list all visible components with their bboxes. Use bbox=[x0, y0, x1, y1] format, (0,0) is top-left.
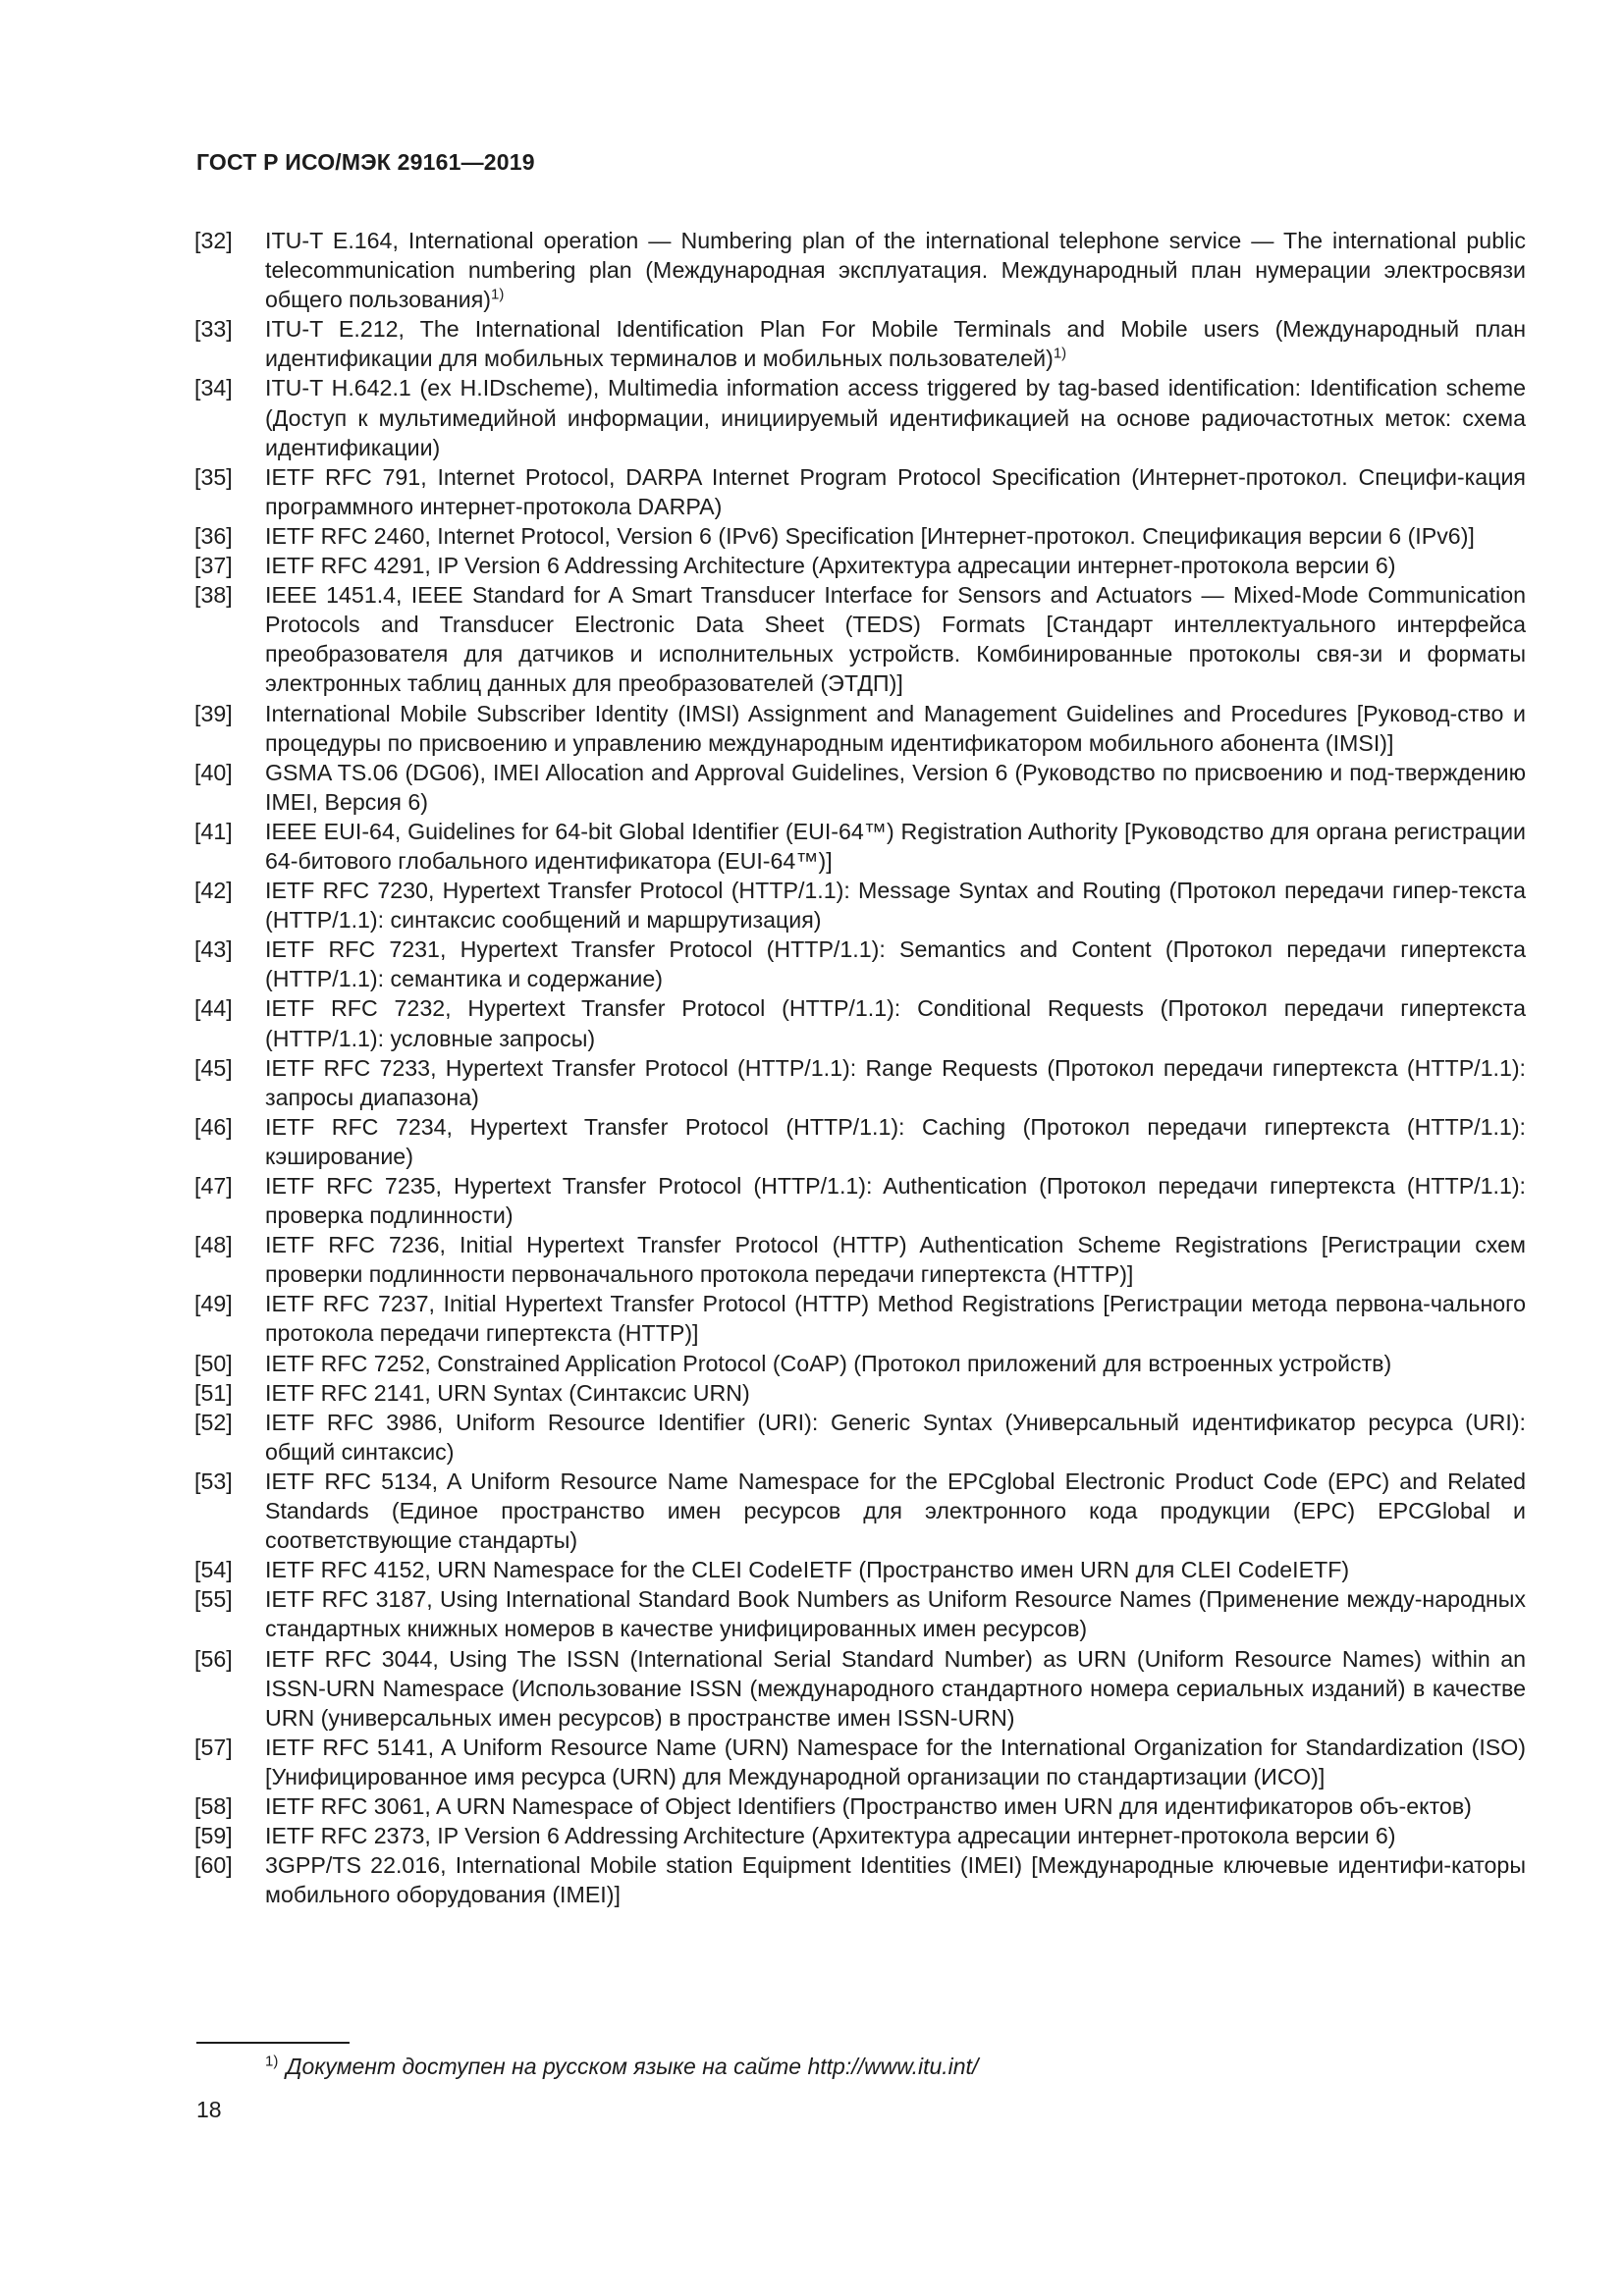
reference-body: 3GPP/TS 22.016, International Mobile station Equipment Identities (IMEI) [Международные ключевые идентифи-каторы мобильного оборудования (IMEI)] bbox=[265, 1852, 1526, 1908]
reference-number: [50] bbox=[194, 1350, 233, 1376]
reference-body: IETF RFC 791, Internet Protocol, DARPA Internet Program Protocol Specification (Интернет-протокол. Специфи-кация программного интернет-протокола DARPA) bbox=[265, 463, 1526, 519]
reference-body: GSMA TS.06 (DG06), IMEI Allocation and Approval Guidelines, Version 6 (Руководство по присвоению и под-тверждению IMEI, Версия 6) bbox=[265, 759, 1526, 815]
reference-text bbox=[265, 1378, 1526, 1408]
reference-number: [51] bbox=[194, 1379, 233, 1406]
reference-text bbox=[265, 1644, 1526, 1733]
reference-list bbox=[194, 226, 1526, 1909]
reference-entry bbox=[194, 521, 1526, 551]
reference-number: [54] bbox=[194, 1557, 233, 1583]
reference-number: [56] bbox=[194, 1645, 233, 1672]
page-number: 18 bbox=[196, 2097, 222, 2122]
reference-number: [52] bbox=[194, 1409, 233, 1435]
reference-body: IETF RFC 3187, Using International Standard Book Numbers as Uniform Resource Names (Применение между-народных стандартных книжных номеров в качестве унифицированных имен ресурсов) bbox=[265, 1586, 1526, 1642]
reference-body: IETF RFC 3061, A URN Namespace of Object Identifiers (Пространство имен URN для идентификаторов объ-ектов) bbox=[265, 1792, 1472, 1819]
reference-body: IETF RFC 7230, Hypertext Transfer Protocol (HTTP/1.1): Message Syntax and Routing (Протокол передачи гипер-текста (HTTP/1.1): синтаксис сообщений и маршрутизация) bbox=[265, 878, 1526, 934]
reference-body: IETF RFC 5141, A Uniform Resource Name (URN) Namespace for the International Organization for Standardization (ISO) [Унифицированное имя ресурса (URN) для Международной организации по стандартизации (ИСО)] bbox=[265, 1734, 1526, 1789]
reference-body: IETF RFC 2141, URN Syntax (Синтаксис URN) bbox=[265, 1379, 750, 1406]
reference-entry bbox=[194, 1053, 1526, 1112]
reference-number: [34] bbox=[194, 375, 233, 401]
footnote-text: Документ доступен на русском языке на сайте http://www.itu.int/ bbox=[286, 2054, 979, 2079]
reference-body: IETF RFC 7232, Hypertext Transfer Protocol (HTTP/1.1): Conditional Requests (Протокол передачи гипертекста (HTTP/1.1): условные запросы) bbox=[265, 995, 1526, 1051]
reference-body: ITU-T H.642.1 (ex H.IDscheme), Multimedia information access triggered by tag-based identification: Identification scheme (Доступ к мультимедийной информации, инициируемый идентификацией на основе радиочастотных меток: схема идентификации) bbox=[265, 375, 1526, 460]
reference-entry bbox=[194, 1289, 1526, 1348]
reference-body: IETF RFC 7252, Constrained Application Protocol (CoAP) (Протокол приложений для встроенных устройств) bbox=[265, 1350, 1392, 1376]
reference-text bbox=[265, 1555, 1526, 1584]
reference-text bbox=[265, 521, 1526, 551]
reference-entry bbox=[194, 1230, 1526, 1289]
reference-text bbox=[265, 551, 1526, 580]
reference-text bbox=[265, 1584, 1526, 1643]
reference-entry bbox=[194, 1555, 1526, 1584]
reference-number: [41] bbox=[194, 818, 233, 844]
reference-number: [32] bbox=[194, 228, 233, 253]
reference-entry bbox=[194, 1112, 1526, 1171]
reference-entry bbox=[194, 226, 1526, 314]
reference-text bbox=[265, 1349, 1526, 1378]
footnote-ref-marker: 1) bbox=[490, 286, 505, 303]
reference-text bbox=[265, 817, 1526, 876]
reference-body: IETF RFC 4291, IP Version 6 Addressing Architecture (Архитектура адресации интернет-протокола версии 6) bbox=[265, 553, 1396, 579]
reference-text bbox=[265, 1408, 1526, 1467]
reference-number: [40] bbox=[194, 759, 233, 785]
reference-text bbox=[265, 1289, 1526, 1348]
reference-number: [47] bbox=[194, 1173, 233, 1199]
reference-body: ITU-T E.212, The International Identification Plan For Mobile Terminals and Mobile users (Международный план идентификации для мобильных терминалов и мобильных пользователей) bbox=[265, 316, 1526, 372]
reference-body: IETF RFC 3044, Using The ISSN (International Serial Standard Number) as URN (Uniform Resource Names) within an ISSN-URN Namespace (Использование ISSN (международного стандартного номера сериальных изданий) в качестве URN (универсальных имен ресурсов) в пространстве имен ISSN-URN) bbox=[265, 1645, 1526, 1731]
reference-number: [42] bbox=[194, 878, 233, 904]
reference-text bbox=[265, 699, 1526, 758]
reference-text bbox=[265, 1467, 1526, 1555]
reference-text bbox=[265, 462, 1526, 521]
reference-body: IETF RFC 5134, A Uniform Resource Name Namespace for the EPCglobal Electronic Product Code (EPC) and Related Standards (Единое пространство имен ресурсов для электронного кода продукции (EPC) EPCGlobal и соответствующие стандарты) bbox=[265, 1468, 1526, 1554]
reference-body: IEEE 1451.4, IEEE Standard for A Smart Transducer Interface for Sensors and Actuators — Mixed-Mode Communication Protocols and Transducer Electronic Data Sheet (TEDS) Formats [Стандарт интеллектуального интерфейса преобразователя для датчиков и исполнительных устройств. Комбинированные протоколы свя-зи и форматы электронных таблиц данных для преобразователей (ЭТДП)] bbox=[265, 582, 1526, 697]
reference-number: [46] bbox=[194, 1113, 233, 1140]
reference-entry bbox=[194, 758, 1526, 817]
reference-number: [44] bbox=[194, 995, 233, 1022]
reference-entry bbox=[194, 314, 1526, 373]
reference-text bbox=[265, 314, 1526, 373]
reference-entry bbox=[194, 699, 1526, 758]
reference-number: [49] bbox=[194, 1291, 233, 1317]
reference-entry bbox=[194, 1349, 1526, 1378]
reference-body: IETF RFC 3986, Uniform Resource Identifier (URI): Generic Syntax (Универсальный идентификатор ресурса (URI): общий синтаксис) bbox=[265, 1409, 1526, 1465]
reference-body: IETF RFC 7234, Hypertext Transfer Protocol (HTTP/1.1): Caching (Протокол передачи гипертекста (HTTP/1.1): кэширование) bbox=[265, 1113, 1526, 1169]
reference-entry bbox=[194, 1644, 1526, 1733]
reference-body: IETF RFC 7235, Hypertext Transfer Protocol (HTTP/1.1): Authentication (Протокол передачи гипертекста (HTTP/1.1): проверка подлинности) bbox=[265, 1173, 1526, 1229]
reference-body: IETF RFC 7236, Initial Hypertext Transfer Protocol (HTTP) Authentication Scheme Registrations [Регистрации схем проверки подлинности первоначального протокола передачи гипертекста (HTTP)] bbox=[265, 1232, 1526, 1288]
reference-number: [45] bbox=[194, 1054, 233, 1081]
reference-number: [55] bbox=[194, 1586, 233, 1613]
footnote-divider bbox=[196, 2042, 350, 2044]
reference-entry bbox=[194, 1850, 1526, 1909]
reference-number: [48] bbox=[194, 1232, 233, 1258]
reference-text bbox=[265, 934, 1526, 993]
footnote-ref-marker: 1) bbox=[1053, 345, 1067, 362]
reference-body: IETF RFC 4152, URN Namespace for the CLEI CodeIETF (Пространство имен URN для CLEI CodeIETF) bbox=[265, 1557, 1350, 1583]
reference-entry bbox=[194, 934, 1526, 993]
reference-body: ITU-T E.164, International operation — Numbering plan of the international telephone service — The international public telecommunication numbering plan (Международная эксплуатация. Международный план нумерации электросвязи общего пользования) bbox=[265, 228, 1526, 313]
reference-entry bbox=[194, 1467, 1526, 1555]
reference-number: [60] bbox=[194, 1852, 233, 1879]
reference-text bbox=[265, 1230, 1526, 1289]
reference-text bbox=[265, 758, 1526, 817]
reference-text bbox=[265, 580, 1526, 698]
reference-number: [53] bbox=[194, 1468, 233, 1494]
footnote bbox=[265, 2052, 978, 2081]
reference-text bbox=[265, 1821, 1526, 1850]
reference-entry bbox=[194, 817, 1526, 876]
reference-entry bbox=[194, 1791, 1526, 1821]
reference-number: [39] bbox=[194, 700, 233, 726]
document-header: ГОСТ Р ИСО/МЭК 29161—2019 bbox=[196, 149, 535, 175]
reference-number: [35] bbox=[194, 463, 233, 490]
reference-entry bbox=[194, 1733, 1526, 1791]
reference-entry bbox=[194, 1584, 1526, 1643]
reference-number: [37] bbox=[194, 553, 233, 579]
reference-entry bbox=[194, 551, 1526, 580]
reference-entry bbox=[194, 462, 1526, 521]
footnote-marker: 1) bbox=[265, 2053, 279, 2070]
reference-number: [43] bbox=[194, 936, 233, 963]
reference-entry bbox=[194, 1171, 1526, 1230]
reference-entry bbox=[194, 876, 1526, 934]
reference-entry bbox=[194, 373, 1526, 461]
reference-number: [33] bbox=[194, 316, 233, 343]
reference-text bbox=[265, 1733, 1526, 1791]
reference-body: IETF RFC 2460, Internet Protocol, Version 6 (IPv6) Specification [Интернет-протокол. Спецификация версии 6 (IPv6)] bbox=[265, 522, 1475, 549]
reference-body: IETF RFC 7237, Initial Hypertext Transfer Protocol (HTTP) Method Registrations [Регистрации метода первона-чального протокола передачи гипертекста (HTTP)] bbox=[265, 1291, 1526, 1347]
reference-entry bbox=[194, 1821, 1526, 1850]
reference-body: IETF RFC 7233, Hypertext Transfer Protocol (HTTP/1.1): Range Requests (Протокол передачи гипертекста (HTTP/1.1): запросы диапазона) bbox=[265, 1054, 1526, 1110]
reference-number: [36] bbox=[194, 522, 233, 549]
reference-number: [59] bbox=[194, 1823, 233, 1849]
reference-number: [38] bbox=[194, 582, 233, 609]
reference-text bbox=[265, 1053, 1526, 1112]
reference-body: IETF RFC 2373, IP Version 6 Addressing Architecture (Архитектура адресации интернет-протокола версии 6) bbox=[265, 1823, 1396, 1849]
reference-entry bbox=[194, 1378, 1526, 1408]
reference-entry bbox=[194, 993, 1526, 1052]
reference-number: [58] bbox=[194, 1792, 233, 1819]
reference-text bbox=[265, 876, 1526, 934]
reference-text bbox=[265, 373, 1526, 461]
reference-entry bbox=[194, 580, 1526, 698]
reference-number: [57] bbox=[194, 1734, 233, 1760]
reference-body: International Mobile Subscriber Identity (IMSI) Assignment and Management Guidelines and Procedures [Руковод-ство и процедуры по присвоению и управлению международным идентификатором мобильного абонента (IMSI)] bbox=[265, 700, 1526, 756]
reference-text bbox=[265, 1850, 1526, 1909]
reference-text bbox=[265, 993, 1526, 1052]
reference-text bbox=[265, 1112, 1526, 1171]
reference-text bbox=[265, 226, 1526, 314]
reference-body: IEEE EUI-64, Guidelines for 64-bit Global Identifier (EUI-64™) Registration Authority [Руководство для органа регистрации 64-битового глобального идентификатора (EUI-64™)] bbox=[265, 818, 1526, 874]
reference-body: IETF RFC 7231, Hypertext Transfer Protocol (HTTP/1.1): Semantics and Content (Протокол передачи гипертекста (HTTP/1.1): семантика и содержание) bbox=[265, 936, 1526, 992]
reference-text bbox=[265, 1791, 1526, 1821]
reference-entry bbox=[194, 1408, 1526, 1467]
reference-text bbox=[265, 1171, 1526, 1230]
